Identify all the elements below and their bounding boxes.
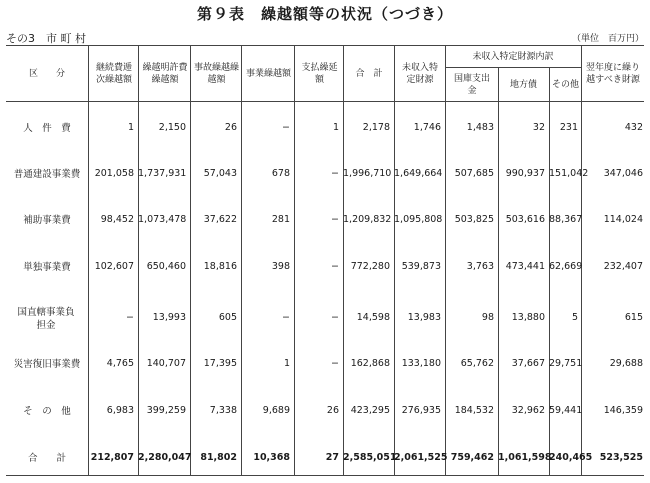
- table-cell: 503,616: [505, 214, 545, 225]
- table-cell: 114,024: [603, 214, 643, 225]
- table-cell: 432: [624, 122, 643, 133]
- table-cell: 26: [224, 122, 237, 133]
- table-cell: 503,825: [454, 214, 494, 225]
- table-cell: 29,751: [549, 358, 583, 369]
- table-cell: 27: [325, 452, 339, 463]
- table-cell: 2,061,525: [394, 452, 448, 463]
- table-cell: 81,802: [200, 452, 237, 463]
- row-label: 普通建設事業費: [13, 168, 81, 180]
- table-cell: −: [331, 214, 339, 225]
- table-cell: 615: [624, 312, 643, 323]
- table-cell: 990,937: [505, 168, 545, 179]
- unit-label: （単位 百万円）: [571, 34, 644, 44]
- table-cell: 1: [127, 122, 134, 133]
- table-cell: 523,525: [599, 452, 643, 463]
- page-title: 第９表 繰越額等の状況（つづき）: [196, 5, 453, 23]
- header-carryover-continuous: 継続費逓次繰越額: [95, 63, 132, 85]
- table-cell: 240,465: [549, 452, 593, 463]
- table-cell: 37,667: [511, 358, 545, 369]
- table-cell: 678: [271, 168, 290, 179]
- table-cell: 2,150: [158, 122, 186, 133]
- table-cell: 102,607: [94, 261, 134, 272]
- table-cell: 6,983: [106, 405, 134, 416]
- table-cell: 7,338: [209, 405, 237, 416]
- table-cell: 146,359: [603, 405, 643, 416]
- table-cell: 9,689: [262, 405, 290, 416]
- table-cell: 14,598: [356, 312, 390, 323]
- row-label: 人 件 費: [23, 122, 71, 134]
- table-cell: 1: [332, 122, 339, 133]
- header-total: 合 計: [355, 68, 383, 79]
- table-cell: 347,046: [603, 168, 643, 179]
- table-cell: 3,763: [466, 261, 494, 272]
- table-cell: 2,280,047: [138, 452, 192, 463]
- table-cell: 1,061,598: [498, 452, 552, 463]
- table-cell: 473,441: [505, 261, 545, 272]
- table-cell: −: [331, 261, 339, 272]
- table-cell: 13,993: [152, 312, 186, 323]
- table-cell: 1: [283, 358, 290, 369]
- table-cell: 13,983: [407, 312, 441, 323]
- header-local-bond: 地方債: [509, 79, 537, 90]
- table-cell: 140,707: [146, 358, 186, 369]
- table-cell: 184,532: [454, 405, 494, 416]
- table-cell: 276,935: [401, 405, 441, 416]
- table-cell: −: [331, 312, 339, 323]
- table-cell: 151,042: [549, 168, 589, 179]
- table-cell: 37,622: [203, 214, 237, 225]
- table-cell: 232,407: [603, 261, 643, 272]
- header-other: その他: [551, 79, 579, 90]
- table-cell: 88,367: [549, 214, 583, 225]
- table-cell: 32,962: [511, 405, 545, 416]
- header-payment-deferred: 支払繰延額: [301, 63, 338, 85]
- table-cell: 281: [271, 214, 290, 225]
- table-cell: 423,295: [350, 405, 390, 416]
- table-cell: 1,095,808: [394, 214, 443, 225]
- header-breakdown: 未収入特定財源内訳: [472, 51, 554, 62]
- table-cell: 26: [326, 405, 339, 416]
- table-cell: 10,368: [253, 452, 290, 463]
- table-cell: 1,073,478: [138, 214, 187, 225]
- table-cell: 133,180: [401, 358, 441, 369]
- table-cell: 18,816: [203, 261, 237, 272]
- table-cell: 507,685: [454, 168, 494, 179]
- header-carryover-project: 事業繰越額: [245, 69, 291, 79]
- table-cell: 5: [571, 312, 578, 323]
- table-cell: 650,460: [146, 261, 186, 272]
- table-cell: 65,762: [460, 358, 494, 369]
- table-cell: 1,737,931: [138, 168, 187, 179]
- table-cell: 98,452: [100, 214, 134, 225]
- table-cell: 32: [532, 122, 545, 133]
- table-cell: −: [282, 122, 290, 133]
- table-cell: 59,441: [549, 405, 583, 416]
- header-category: 区 分: [28, 68, 65, 79]
- row-label: 合 計: [27, 452, 66, 464]
- table-cell: 98: [481, 312, 494, 323]
- table-cell: 2,178: [362, 122, 390, 133]
- table-cell: −: [331, 168, 339, 179]
- table-cell: 1,209,832: [343, 214, 392, 225]
- table-cell: 17,395: [203, 358, 237, 369]
- table-cell: 1,746: [413, 122, 441, 133]
- header-next-year: 翌年度に繰り越すべき財源: [585, 63, 640, 85]
- table-cell: 1,649,664: [394, 168, 443, 179]
- row-label: そ の 他: [23, 405, 71, 417]
- row-label: 補助事業費: [23, 214, 71, 226]
- table-cell: 772,280: [350, 261, 390, 272]
- table-cell: 2,585,051: [343, 452, 397, 463]
- table-cell: 4,765: [106, 358, 134, 369]
- table-cell: 1,483: [466, 122, 494, 133]
- table-subtitle: その3 市 町 村: [6, 32, 86, 45]
- row-label: 災害復旧事業費: [13, 358, 81, 370]
- row-label: 国直轄事業負担金: [17, 307, 75, 331]
- table-cell: 62,669: [549, 261, 583, 272]
- table-cell: 162,868: [350, 358, 390, 369]
- row-label: 単独事業費: [23, 261, 71, 273]
- header-unearned-specific: 未収入特定財源: [401, 63, 438, 85]
- table-cell: −: [331, 358, 339, 369]
- table-cell: 398: [271, 261, 290, 272]
- table-cell: 212,807: [90, 452, 134, 463]
- table-cell: 539,873: [401, 261, 441, 272]
- header-carryover-accident: 事故繰越繰越額: [194, 63, 240, 85]
- header-carryover-explicit: 繰越明許費繰越額: [142, 63, 188, 85]
- table-cell: 13,880: [511, 312, 545, 323]
- table-cell: −: [126, 312, 134, 323]
- table-bottom-border: [6, 475, 644, 476]
- table-cell: 399,259: [146, 405, 186, 416]
- table-cell: −: [282, 312, 290, 323]
- table-cell: 231: [559, 122, 578, 133]
- table-cell: 759,462: [450, 452, 494, 463]
- table-cell: 201,058: [94, 168, 134, 179]
- table-cell: 29,688: [609, 358, 643, 369]
- table-cell: 605: [218, 312, 237, 323]
- header-national-treasury: 国庫支出金: [453, 74, 490, 96]
- table-cell: 57,043: [203, 168, 237, 179]
- table-cell: 1,996,710: [343, 168, 392, 179]
